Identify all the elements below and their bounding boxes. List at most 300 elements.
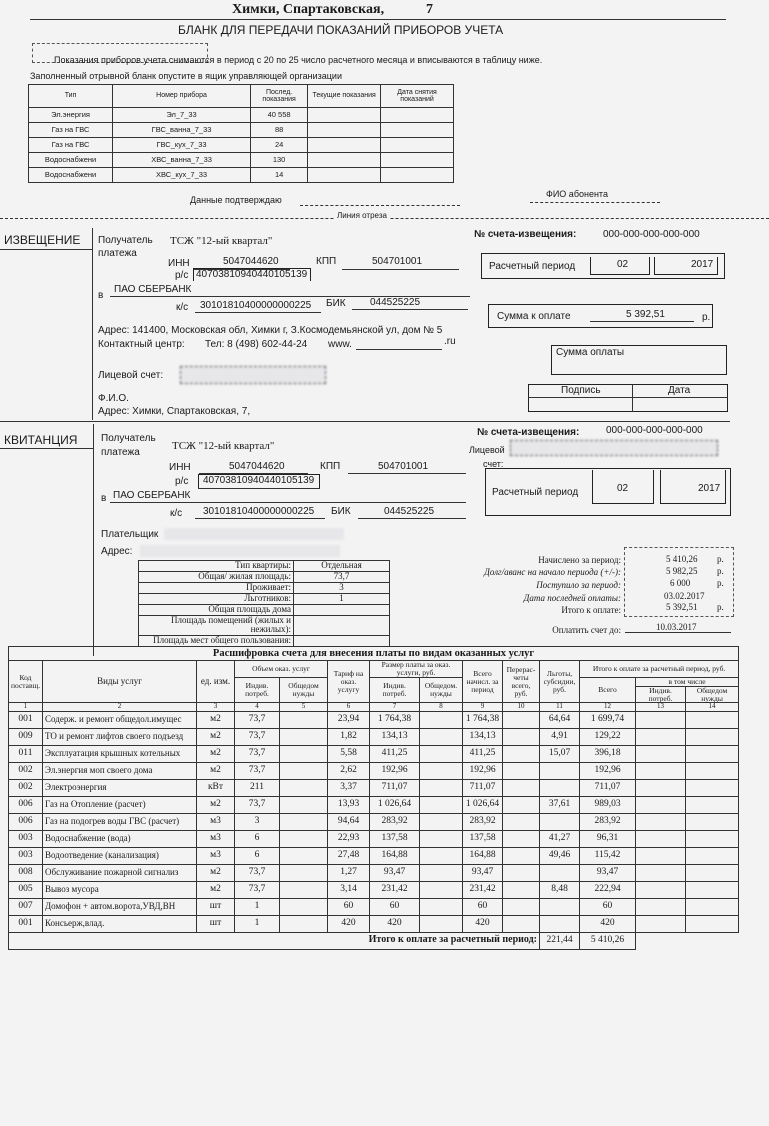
top-address: Химки, Спартаковская,: [232, 2, 385, 17]
service-cell: [686, 864, 739, 881]
service-cell: [636, 864, 686, 881]
service-cell: 27,48: [328, 847, 370, 864]
service-cell: 231,42: [463, 881, 503, 898]
notice-period-year: 2017: [691, 259, 714, 270]
service-row: [9, 830, 739, 847]
service-cell: [420, 779, 463, 796]
service-cell: [420, 745, 463, 762]
receipt-period-year: 2017: [698, 483, 721, 494]
service-cell: 64,64: [540, 711, 580, 728]
service-cell: 96,31: [580, 830, 636, 847]
receipt-account-value: [510, 440, 718, 456]
service-cell: 164,88: [463, 847, 503, 864]
column-number: 5: [280, 703, 328, 711]
meter-row: Эл.энергия Эл_7_33 40 558: [29, 108, 454, 123]
service-cell: 002: [9, 779, 43, 796]
notice-account-label: Лицевой счет:: [98, 370, 164, 381]
service-cell: 3,37: [328, 779, 370, 796]
pay-by-value: 10.03.2017: [656, 622, 697, 632]
service-cell: [503, 915, 540, 932]
service-cell: 192,96: [370, 762, 420, 779]
service-cell: м3: [197, 813, 235, 830]
current-reading-input[interactable]: [308, 138, 381, 153]
service-cell: 006: [9, 813, 43, 830]
receipt-payer-value: [164, 528, 344, 540]
service-cell: 129,22: [580, 728, 636, 745]
notice-ks-label: к/с: [176, 302, 189, 313]
receipt-ks-label: к/с: [170, 508, 183, 519]
meters-table: [28, 84, 454, 183]
service-cell: [540, 813, 580, 830]
receipt-bank-prefix: в: [101, 493, 107, 504]
receipt-inn-label: ИНН: [169, 462, 191, 473]
service-cell: [636, 711, 686, 728]
service-name: Домофон + автом.ворота,УВД,ВН: [43, 898, 197, 915]
meters-col-date: Дата снятия показаний: [381, 85, 454, 108]
service-cell: м2: [197, 881, 235, 898]
service-cell: 134,13: [463, 728, 503, 745]
service-cell: [503, 796, 540, 813]
last-payment-value: 03.02.2017: [664, 591, 705, 601]
receipt-invoice-label: № счета-извещения:: [477, 427, 580, 438]
service-cell: 711,07: [370, 779, 420, 796]
service-cell: 93,47: [463, 864, 503, 881]
service-row: [9, 864, 739, 881]
service-cell: м2: [197, 864, 235, 881]
service-cell: [280, 762, 328, 779]
service-cell: м2: [197, 762, 235, 779]
service-cell: 211: [235, 779, 280, 796]
receipt-section-label: КВИТАНЦИЯ: [4, 433, 78, 447]
receipt-kpp-label: КПП: [320, 461, 341, 472]
notice-www: www.: [328, 339, 352, 350]
receipt-payer-label: Плательщик: [101, 529, 159, 540]
service-cell: [420, 813, 463, 830]
service-cell: 1 026,64: [370, 796, 420, 813]
service-cell: 93,47: [370, 864, 420, 881]
service-cell: 6: [235, 830, 280, 847]
column-number: 13: [636, 703, 686, 711]
service-cell: м3: [197, 830, 235, 847]
service-cell: [636, 796, 686, 813]
service-cell: 222,94: [580, 881, 636, 898]
confirm-label: Данные подтверждаю: [190, 195, 282, 205]
signature-box[interactable]: [528, 384, 728, 412]
column-number: 8: [420, 703, 463, 711]
service-cell: [540, 864, 580, 881]
meter-row: Газ на ГВС ГВС_кух_7_33 24: [29, 138, 454, 153]
current-reading-input[interactable]: [308, 153, 381, 168]
service-cell: 73,7: [235, 796, 280, 813]
receipt-kpp: 504701001: [378, 461, 429, 472]
receipt-bik-label: БИК: [331, 506, 351, 517]
total-due-label: Итого к оплате:: [561, 605, 621, 615]
service-cell: 411,25: [463, 745, 503, 762]
service-cell: 2,62: [328, 762, 370, 779]
notice-receiver: ТСЖ "12-ый квартал": [170, 235, 273, 247]
notice-period-month: 02: [617, 259, 629, 270]
service-cell: [420, 830, 463, 847]
service-row: [9, 762, 739, 779]
service-cell: [420, 898, 463, 915]
top-house: 7: [426, 2, 433, 17]
fio-label: ФИО абонента: [546, 189, 608, 199]
services-title: Расшифровка счета для внесения платы по видам оказанных услуг: [9, 647, 739, 661]
notice-rs: 40703810940440105139: [196, 269, 308, 280]
service-cell: 005: [9, 881, 43, 898]
service-cell: [420, 915, 463, 932]
notice-receiver-label-2: платежа: [98, 248, 137, 259]
notice-rs-label: р/с: [175, 270, 189, 281]
service-cell: [280, 779, 328, 796]
service-cell: [686, 830, 739, 847]
service-cell: [686, 796, 739, 813]
service-cell: м2: [197, 796, 235, 813]
service-cell: 134,13: [370, 728, 420, 745]
service-cell: [280, 796, 328, 813]
reading-date-input[interactable]: [381, 123, 454, 138]
service-cell: [636, 881, 686, 898]
service-cell: 73,7: [235, 864, 280, 881]
service-cell: 420: [463, 915, 503, 932]
services-total-label: Итого к оплате за расчетный период:: [9, 932, 540, 949]
service-cell: [503, 864, 540, 881]
service-cell: 23,94: [328, 711, 370, 728]
notice-phone: Тел: 8 (498) 602-44-24: [205, 339, 308, 350]
service-cell: 137,58: [463, 830, 503, 847]
service-cell: м3: [197, 847, 235, 864]
current-reading-input[interactable]: [308, 108, 381, 123]
signature-label: Подпись: [561, 385, 601, 396]
service-cell: [280, 745, 328, 762]
service-cell: [503, 762, 540, 779]
received-value: 6 000: [670, 578, 691, 588]
service-cell: 989,03: [580, 796, 636, 813]
service-cell: 420: [370, 915, 420, 932]
service-cell: [280, 881, 328, 898]
service-cell: [540, 762, 580, 779]
receipt-period-label: Расчетный период: [492, 487, 579, 498]
receipt-rs: 40703810940440105139: [203, 475, 315, 486]
services-table: Расшифровка счета для внесения платы по видам оказанных услуг Код поставщ. Виды услуг ед. изм. Объем оказ. услуг Тариф на оказ. услугу Размер платы за оказ. услуги, руб. Всего начисл. за период Перерас- четы всего, руб. Льготы, субсидии, руб. Итого к оплате за расчетный период, руб. Индив. потреб. Общедом нужды Индив. потреб. Общедом. нужды Всего в том числе Индив. потреб. Общедом нужды 1 2 3 4 5 6 7 8 9 10 11 12 13 14 001 Содерж. и ремонт общедол.имущес м2 73,7 23,94 1 764,38 1 764,38 64,64 1 699,74 009 ТО и ремонт лифтов своего подъезд м2 73,7 1,82 134,13 134,13 4,91 129,22 011 Эксплуатация крышных котельных м2 73,7 5,58 411,25 411,25 15,07 396,18 002 Эл.энергия моп своего дома м2 73,7 2,62 192,96 192,96 192,96 002 Электроэнергия кВт 211 3,37 711,07 711,07 711,07 006 Газ на Отопление (расчет) м2 73,7 13,93 1 026,64 1 026,64 37,61 989,03 006 Газ на подогрев воды ГВС (расчет) м3 3 94,64 283,92 283,92 283,92 003 Водоснабжение (вода) м3 6 22,93 137,58 137,58 41,27 96,31 003 Водоотведение (канализация) м3 6 27,48 164,88 164,88 49,46 115,42 008 Обслуживание пожарной сигнализ м2 73,7 1,27 93,47 93,47 93,47 005 Вывоз мусора м2 73,7 3,14 231,42 231,42 8,48 222,94 007 Домофон + автом.ворота,УВД,ВН шт 1 60 60 60 60 001 Консьерж,влад. шт 1 420 420 420 420 Итого к оплате за расчетный период: 221,44 5 410,26: [8, 646, 739, 950]
receipt-receiver: ТСЖ "12-ый квартал": [172, 440, 275, 452]
service-cell: 396,18: [580, 745, 636, 762]
notice-receiver-label: Получатель: [98, 235, 153, 246]
service-cell: 008: [9, 864, 43, 881]
service-cell: 1 026,64: [463, 796, 503, 813]
service-cell: [503, 881, 540, 898]
service-name: Эл.энергия моп своего дома: [43, 762, 197, 779]
service-cell: 164,88: [370, 847, 420, 864]
meters-col-number: Номер прибора: [113, 85, 251, 108]
service-row: [9, 881, 739, 898]
flat-info-table: Тип квартиры: Отдельная Общая/ жилая площадь: 73,7 Проживает: 3 Льготников: 1 Общая площадь дома Площадь помещений (жилых и нежилых): Площадь мест общего пользования:: [138, 560, 390, 647]
service-cell: [636, 915, 686, 932]
service-cell: [420, 728, 463, 745]
service-cell: [420, 796, 463, 813]
service-cell: 73,7: [235, 728, 280, 745]
service-name: Обслуживание пожарной сигнализ: [43, 864, 197, 881]
service-cell: [503, 779, 540, 796]
service-cell: [636, 830, 686, 847]
column-number: 2: [43, 703, 197, 711]
receipt-ks: 30101810400000000225: [203, 506, 315, 517]
debt-value: 5 982,25: [666, 566, 698, 576]
service-cell: м2: [197, 745, 235, 762]
notice-kpp: 504701001: [372, 256, 423, 267]
receipt-inn: 5047044620: [229, 461, 285, 472]
notice-contact-label: Контактный центр:: [98, 339, 185, 350]
service-cell: 1: [235, 915, 280, 932]
service-cell: 009: [9, 728, 43, 745]
service-cell: 6: [235, 847, 280, 864]
service-cell: 001: [9, 915, 43, 932]
meters-col-last: Послед. показания: [251, 85, 308, 108]
meters-col-type: Тип: [29, 85, 113, 108]
service-cell: 1,27: [328, 864, 370, 881]
total-due-value: 5 392,51: [666, 602, 698, 612]
service-name: Водоснабжение (вода): [43, 830, 197, 847]
service-cell: [280, 813, 328, 830]
service-cell: 002: [9, 762, 43, 779]
service-row: [9, 745, 739, 762]
service-cell: 37,61: [540, 796, 580, 813]
service-cell: 007: [9, 898, 43, 915]
meter-row: Водоснабжени ХВС_ванна_7_33 130: [29, 153, 454, 168]
service-cell: [686, 813, 739, 830]
service-cell: 011: [9, 745, 43, 762]
reading-date-input[interactable]: [381, 138, 454, 153]
service-cell: [503, 830, 540, 847]
service-cell: 15,07: [540, 745, 580, 762]
receipt-bik: 044525225: [384, 506, 435, 517]
service-cell: 420: [328, 915, 370, 932]
service-cell: [280, 728, 328, 745]
notice-sum-label: Сумма к оплате: [497, 311, 571, 322]
service-cell: 60: [580, 898, 636, 915]
service-cell: 137,58: [370, 830, 420, 847]
service-cell: [540, 779, 580, 796]
notice-ru: .ru: [444, 336, 456, 347]
service-cell: [636, 762, 686, 779]
service-cell: 283,92: [580, 813, 636, 830]
service-cell: 711,07: [580, 779, 636, 796]
service-cell: 60: [328, 898, 370, 915]
received-label: Поступило за период:: [536, 580, 621, 590]
service-cell: 411,25: [370, 745, 420, 762]
service-cell: [503, 813, 540, 830]
last-payment-label: Дата последней оплаты:: [523, 593, 621, 603]
service-cell: 73,7: [235, 881, 280, 898]
debt-label: Долг/аванс на начало периода (+/-):: [484, 567, 621, 577]
reading-date-input[interactable]: [381, 108, 454, 123]
service-cell: [503, 847, 540, 864]
service-cell: 001: [9, 711, 43, 728]
service-cell: [280, 864, 328, 881]
column-number: 6: [328, 703, 370, 711]
service-cell: [686, 779, 739, 796]
receipt-period-month: 02: [617, 483, 629, 494]
service-cell: [420, 711, 463, 728]
service-name: Газ на подогрев воды ГВС (расчет): [43, 813, 197, 830]
receipt-invoice: 000-000-000-000-000: [606, 425, 703, 436]
service-cell: [280, 915, 328, 932]
notice-sum-unit: р.: [702, 312, 711, 323]
service-name: Газ на Отопление (расчет): [43, 796, 197, 813]
service-cell: [686, 728, 739, 745]
service-cell: [636, 813, 686, 830]
service-row: [9, 915, 739, 932]
notice-bik-label: БИК: [326, 298, 346, 309]
current-reading-input[interactable]: [308, 123, 381, 138]
service-cell: [503, 898, 540, 915]
column-number: 10: [503, 703, 540, 711]
service-cell: 003: [9, 847, 43, 864]
service-cell: [420, 847, 463, 864]
receipt-receiver-label: Получатель: [101, 433, 156, 444]
service-name: Эксплуатация крышных котельных: [43, 745, 197, 762]
service-cell: 13,93: [328, 796, 370, 813]
service-cell: [686, 881, 739, 898]
service-row: [9, 711, 739, 728]
service-row: [9, 898, 739, 915]
column-number: 7: [370, 703, 420, 711]
service-cell: [503, 745, 540, 762]
service-cell: 115,42: [580, 847, 636, 864]
service-cell: [540, 898, 580, 915]
service-cell: 192,96: [580, 762, 636, 779]
service-row: [9, 779, 739, 796]
column-number: 12: [580, 703, 636, 711]
meter-row: Водоснабжени ХВС_кух_7_33 14: [29, 168, 454, 183]
instruction-2: Заполненный отрывной бланк опустите в ящик управляющей организации: [30, 71, 342, 81]
service-cell: [540, 915, 580, 932]
service-cell: шт: [197, 898, 235, 915]
service-cell: [686, 915, 739, 932]
service-cell: [280, 847, 328, 864]
service-cell: [686, 762, 739, 779]
charged-label: Начислено за период:: [538, 555, 621, 565]
notice-fio-label: Ф.И.О.: [98, 393, 129, 404]
notice-payer-address: Адрес: Химки, Спартаковская, 7,: [98, 406, 251, 417]
service-cell: [686, 745, 739, 762]
column-number: 11: [540, 703, 580, 711]
paid-amount-label: Сумма оплаты: [556, 347, 625, 358]
service-name: Содерж. и ремонт общедол.имущес: [43, 711, 197, 728]
service-name: Электроэнергия: [43, 779, 197, 796]
service-cell: [503, 728, 540, 745]
service-cell: 5,58: [328, 745, 370, 762]
service-cell: [420, 881, 463, 898]
notice-account-value: [180, 366, 326, 384]
service-cell: [686, 898, 739, 915]
service-cell: [636, 779, 686, 796]
service-cell: 94,64: [328, 813, 370, 830]
service-row: [9, 796, 739, 813]
service-cell: 8,48: [540, 881, 580, 898]
service-cell: 283,92: [463, 813, 503, 830]
reading-date-input[interactable]: [381, 153, 454, 168]
service-cell: 3: [235, 813, 280, 830]
notice-sum: 5 392,51: [626, 309, 665, 320]
receipt-address-label: Адрес:: [101, 546, 133, 557]
service-row: [9, 728, 739, 745]
service-cell: 192,96: [463, 762, 503, 779]
charged-value: 5 410,26: [666, 554, 698, 564]
service-cell: 1 764,38: [370, 711, 420, 728]
column-number: 1: [9, 703, 43, 711]
receipt-account-label: Лицевой: [469, 445, 505, 455]
sign-date-label: Дата: [668, 385, 691, 396]
receipt-receiver-label-2: платежа: [101, 447, 140, 458]
service-cell: 1,82: [328, 728, 370, 745]
meters-col-current: Текущие показания: [308, 85, 381, 108]
services-total-benefit: 221,44: [540, 932, 580, 949]
service-cell: 73,7: [235, 762, 280, 779]
service-cell: [280, 711, 328, 728]
service-cell: 420: [580, 915, 636, 932]
receipt-bank: ПАО СБЕРБАНК: [113, 490, 191, 501]
service-cell: [636, 847, 686, 864]
service-cell: 49,46: [540, 847, 580, 864]
service-cell: 22,93: [328, 830, 370, 847]
service-cell: кВт: [197, 779, 235, 796]
bill-sheet: Химки, Спартаковская, 7 БЛАНК ДЛЯ ПЕРЕДАЧИ ПОКАЗАНИЙ ПРИБОРОВ УЧЕТА Показания приборов учета снимаются в период с 20 по 25 число расчетного месяца и вписываются в таблицу ниже. Заполненный отрывной бланк опустите в ящик управляющей организации Тип Номер прибора Послед. показания Текущие показания Дата снятия показаний Эл.энергия Эл_7_33 40 558 Газ на ГВС ГВС_ванна_7_33 88 Газ на ГВС ГВС_кух_7_33 24 Водоснабжени ХВС_ванна_7_33 130 Водоснабжени ХВС_кух_7_33 14 Данные подтверждаю ФИО абонента Линия отреза ИЗВЕЩЕНИЕ Получатель платежа ТСЖ "12-ый квартал" ИНН 5047044620 КПП 504701001 р/с 40703810940440105139 в ПАО СБЕРБАНК к/с 30101810400000000225 БИК 044525225 Адрес: 141400, Московская обл, Химки г, З.Космодемьянской ул, дом № 5 Контактный центр: Тел: 8 (498) 602-44-24 www. .ru Лицевой счет: Ф.И.О. Адрес: Химки, Спартаковская, 7, № счета-извещения: 000-000-000-000-000 Расчетный период 02 2017 Сумма к оплате 5 392,51 р. Сумма оплаты Подпись Дата КВИТАНЦИЯ Получатель платежа ТСЖ "12-ый квартал" ИНН 5047044620 КПП 504701001 р/с 40703810940440105139 в ПАО СБЕРБАНК к/с 30101810400000000225 БИК 044525225 Плательщик Адрес: № счета-извещения: 000-000-000-000-000 Лицевой счет: Расчетный период 02 2017 Тип квартиры: Отдельная Общая/ жилая площадь: 73,7 Проживает: 3 Льготников: 1 Общая площадь дома Площадь помещений (жилых и нежилых): Площадь мест общего пользования: Начислено за период: 5 410,26 р. Долг/аванс на начало периода (+/-): 5 982,25 р. Поступило за период: 6 000 р. Дата последней оплаты: 03.02.2017 Итого к оплате: 5 392,51 р. Оплатить счет до: 10.03.2017 Расшифровка счета для внесения платы по видам оказанных услуг Код поставщ. Виды услуг ед. изм. Объем оказ. услуг Тариф на оказ. услугу Размер платы за оказ. услуги, руб. Всего начисл. за период Перерас- четы всего, руб. Льготы, субсидии, руб. Итого к оплате за расчетный период, руб. Индив. потреб. Общедом нужды Индив. потреб. Общедом. нужды Всего в том числе Индив. потреб. Общедом нужды 1 2 3 4 5 6 7 8 9 10 11 12 13 14 001 Содерж. и ремонт общедол.имущес м2 73,7 23,94 1 764,38 1 764,38 64,64 1 699,74 009 ТО и ремонт лифтов своего подъезд м2 73,7 1,82 134,13 134,13 4,91 129,22 011 Эксплуатация крышных котельных м2 73,7 5,58 411,25 411,25 15,07 396,18 002 Эл.энергия моп своего дома м2 73,7 2,62 192,96 192,96 192,96 002 Электроэнергия кВт 211 3,37 711,07 711,07 711,07 006 Газ на Отопление (расчет) м2 73,7 13,93 1 026,64 1 026,64 37,61 989,03 006 Газ на подогрев воды ГВС (расчет) м3 3 94,64 283,92 283,92 283,92 003 Водоснабжение (вода) м3 6 22,93 137,58 137,58 41,27 96,31 003 Водоотведение (канализация) м3 6 27,48 164,88 164,88 49,46 115,42 008 Обслуживание пожарной сигнализ м2 73,7 1,27 93,47 93,47 93,47 005 Вывоз мусора м2 73,7 3,14 231,42 231,42 8,48 222,94 007 Домофон + автом.ворота,УВД,ВН шт 1 60 60 60 60 001 Консьерж,влад. шт 1 420 420 420 420 Итого к оплате за расчетный период: 221,44 5 410,26: [0, 0, 769, 1126]
current-reading-input[interactable]: [308, 168, 381, 183]
notice-bank: ПАО СБЕРБАНК: [114, 284, 192, 295]
service-cell: 006: [9, 796, 43, 813]
notice-address: Адрес: 141400, Московская обл, Химки г, З.Космодемьянской ул, дом № 5: [98, 325, 443, 336]
service-cell: 93,47: [580, 864, 636, 881]
column-number: 14: [686, 703, 739, 711]
receipt-rs-label: р/с: [175, 476, 189, 487]
service-cell: [686, 847, 739, 864]
service-cell: 3,14: [328, 881, 370, 898]
service-row: [9, 813, 739, 830]
service-name: Консьерж,влад.: [43, 915, 197, 932]
service-cell: 41,27: [540, 830, 580, 847]
service-cell: 003: [9, 830, 43, 847]
service-cell: 1 699,74: [580, 711, 636, 728]
service-cell: 1 764,38: [463, 711, 503, 728]
service-name: Вывоз мусора: [43, 881, 197, 898]
services-total-sum: 5 410,26: [580, 932, 636, 949]
notice-inn: 5047044620: [223, 256, 279, 267]
notice-invoice-label: № счета-извещения:: [474, 229, 577, 240]
form-title: БЛАНК ДЛЯ ПЕРЕДАЧИ ПОКАЗАНИЙ ПРИБОРОВ УЧЕТА: [178, 23, 504, 37]
service-cell: [636, 745, 686, 762]
notice-period-label: Расчетный период: [489, 261, 576, 272]
notice-invoice: 000-000-000-000-000: [603, 229, 700, 240]
service-cell: [280, 898, 328, 915]
receipt-account-label-2: счет:: [483, 459, 504, 469]
services-total-row: [9, 932, 739, 949]
reading-date-input[interactable]: [381, 168, 454, 183]
service-cell: м2: [197, 728, 235, 745]
service-cell: 73,7: [235, 745, 280, 762]
receipt-address-value: [140, 545, 340, 557]
column-number: 9: [463, 703, 503, 711]
service-cell: [420, 762, 463, 779]
service-cell: 60: [370, 898, 420, 915]
notice-bik: 044525225: [370, 297, 421, 308]
notice-ks: 30101810400000000225: [200, 300, 312, 311]
meter-row: Газ на ГВС ГВС_ванна_7_33 88: [29, 123, 454, 138]
service-name: ТО и ремонт лифтов своего подъезд: [43, 728, 197, 745]
service-cell: 60: [463, 898, 503, 915]
service-cell: 231,42: [370, 881, 420, 898]
service-cell: [636, 728, 686, 745]
